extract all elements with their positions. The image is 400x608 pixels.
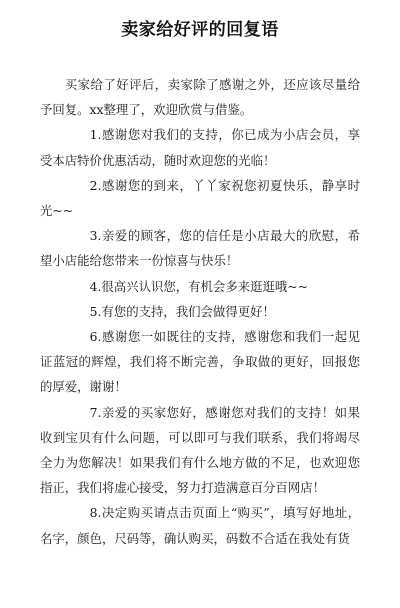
item-text: 感谢您一如既往的支持，感谢您和我们一起见证蓝冠的辉煌，我们将不断完善，争取做的更好，回报您的厚爱，谢谢！ xyxy=(40,329,360,395)
item-text: 亲爱的买家您好，感谢您对我们的支持！如果收到宝贝有什么问题，可以即可与我们联系，我们将竭尽全力为您解决！如果我们有什么地方做的不足，也欢迎您指正，我们将虚心接受，努力打造满意百分百网店！ xyxy=(40,404,360,496)
item-text: 亲爱的顾客，您的信任是小店最大的欣慰，希望小店能给您带来一份惊喜与快乐！ xyxy=(40,228,360,269)
item-number: 2. xyxy=(89,177,102,193)
item-number: 3. xyxy=(89,228,102,244)
item-number: 6. xyxy=(89,329,102,345)
item-number: 8. xyxy=(89,505,102,521)
list-item xyxy=(40,173,360,223)
item-text: 感谢您的到来，丫丫家祝您初夏快乐，静享时光~~ xyxy=(40,177,360,219)
item-text: 有您的支持，我们会做得更好！ xyxy=(101,303,275,319)
list-item xyxy=(40,299,360,324)
document-body xyxy=(40,72,360,551)
item-number: 1. xyxy=(89,127,102,143)
list-item xyxy=(40,500,360,550)
item-text: 决定购买请点击页面上“购买”，填写好地址，名字，颜色，尺码等，确认购买，码数不合适在我处有货 xyxy=(40,505,360,546)
item-text: 感谢您对我们的支持，你已成为小店会员，享受本店特价优惠活动，随时欢迎您的光临！ xyxy=(40,127,360,168)
item-number: 7. xyxy=(89,404,102,420)
item-number: 4. xyxy=(89,278,102,294)
list-item xyxy=(40,122,360,172)
item-text: 很高兴认识您，有机会多来逛逛哦~~ xyxy=(101,278,309,294)
list-item xyxy=(40,274,360,299)
list-item xyxy=(40,223,360,273)
item-number: 5. xyxy=(89,303,102,319)
list-item xyxy=(40,400,360,501)
document-title: 卖家给好评的回复语 xyxy=(121,20,279,40)
list-item xyxy=(40,324,360,400)
intro-paragraph: 买家给了好评后，卖家除了感谢之外，还应该尽量给予回复。xx整理了，欢迎欣赏与借鉴。 xyxy=(40,77,360,118)
